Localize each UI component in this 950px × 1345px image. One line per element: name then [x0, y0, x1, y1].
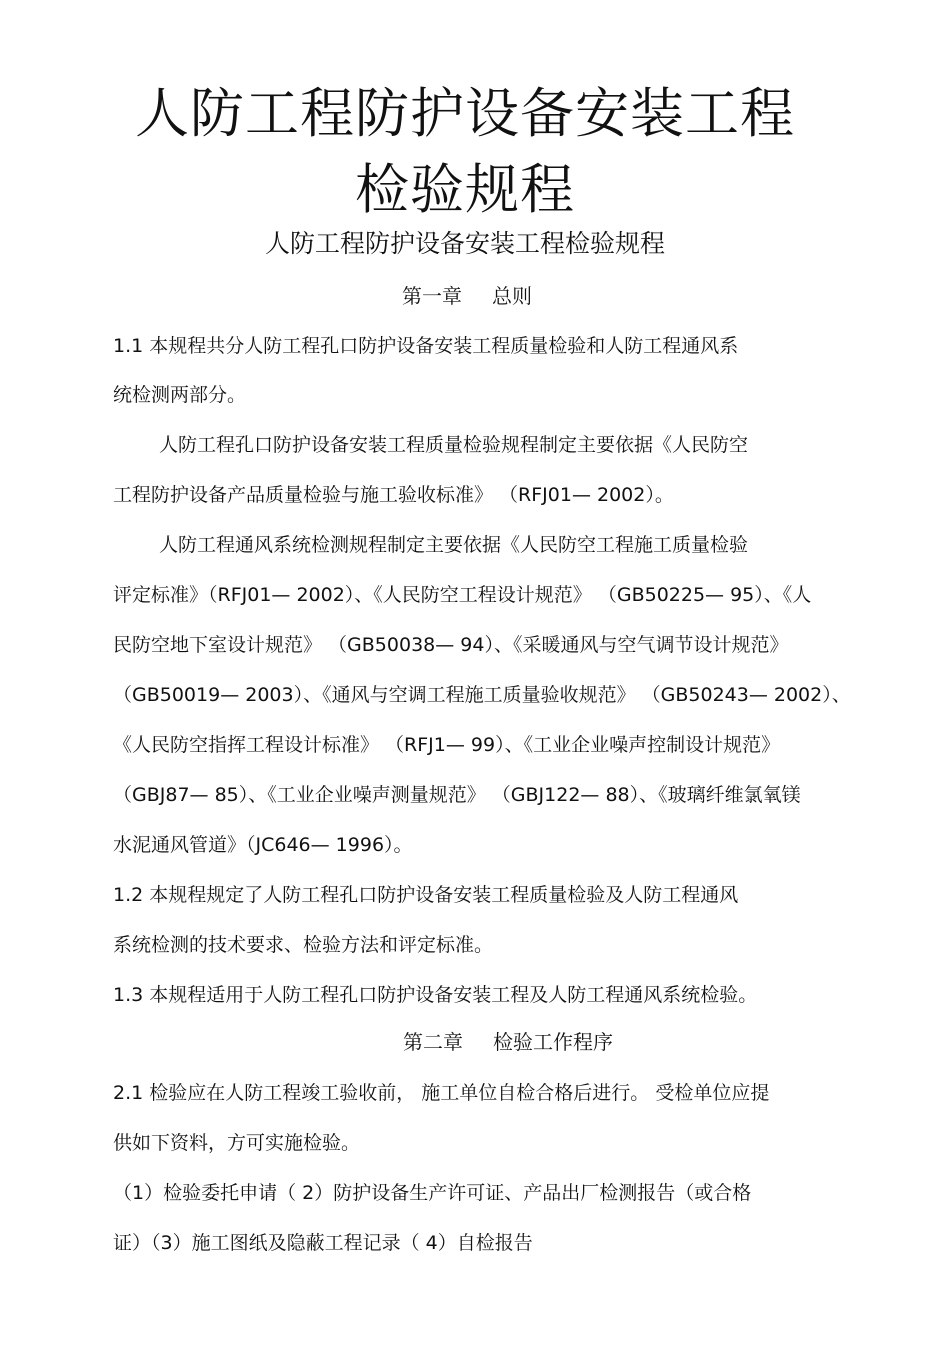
- chapter-2-name: 检验工作程序: [493, 1030, 613, 1054]
- chapter-1-number: 第一章: [402, 284, 462, 308]
- text-line: 1.1 本规程共分人防工程孔口防护设备安装工程质量检验和人防工程通风系: [113, 335, 739, 357]
- text-line: 人防工程通风系统检测规程制定主要依据《人民防空工程施工质量检验: [159, 534, 749, 556]
- text-line: 《人民防空指挥工程设计标准》 （RFJ1— 99）、《工业企业噪声控制设计规范》: [113, 734, 781, 756]
- text-line: （GB50019— 2003）、《通风与空调工程施工质量验收规范》 （GB50243— 2002）、: [113, 684, 851, 706]
- text-line: 1.3 本规程适用于人防工程孔口防护设备安装工程及人防工程通风系统检验。: [113, 984, 758, 1006]
- text-line: 系统检测的技术要求、检验方法和评定标准。: [113, 934, 494, 956]
- chapter-2-number: 第二章: [403, 1030, 463, 1054]
- text-line: （1）检验委托申请（ 2）防护设备生产许可证、产品出厂检测报告（或合格: [113, 1182, 752, 1204]
- text-line: 人防工程孔口防护设备安装工程质量检验规程制定主要依据《人民防空: [159, 434, 749, 456]
- text-line: 统检测两部分。: [113, 384, 247, 406]
- chapter-1-name: 总则: [492, 284, 532, 308]
- text-line: 水泥通风管道》（JC646— 1996）。: [113, 834, 413, 856]
- chapter-1-heading: [0, 282, 950, 310]
- text-line: 民防空地下室设计规范》 （GB50038— 94）、《采暖通风与空气调节设计规范》: [113, 634, 789, 656]
- document-subtitle: 人防工程防护设备安装工程检验规程: [264, 229, 665, 258]
- text-line: 1.2 本规程规定了人防工程孔口防护设备安装工程质量检验及人防工程通风: [113, 884, 739, 906]
- chapter-2-heading: [18, 1028, 950, 1056]
- text-line: 证）（3）施工图纸及隐蔽工程记录（ 4）自检报告: [113, 1232, 533, 1254]
- document-title-line-1: 人防工程防护设备安装工程: [135, 82, 795, 145]
- text-line: 2.1 检验应在人防工程竣工验收前， 施工单位自检合格后进行。 受检单位应提: [113, 1082, 770, 1104]
- text-line: 评定标准》（RFJ01— 2002）、《人民防空工程设计规范》 （GB50225— 95）、《人: [113, 584, 812, 606]
- text-line: （GBJ87— 85）、《工业企业噪声测量规范》 （GBJ122— 88）、《玻璃纤维氯氧镁: [113, 784, 801, 806]
- document-title-line-2: 检验规程: [355, 158, 575, 221]
- text-line: 工程防护设备产品质量检验与施工验收标准》 （RFJ01— 2002）。: [113, 484, 674, 506]
- text-line: 供如下资料，方可实施检验。: [113, 1132, 361, 1154]
